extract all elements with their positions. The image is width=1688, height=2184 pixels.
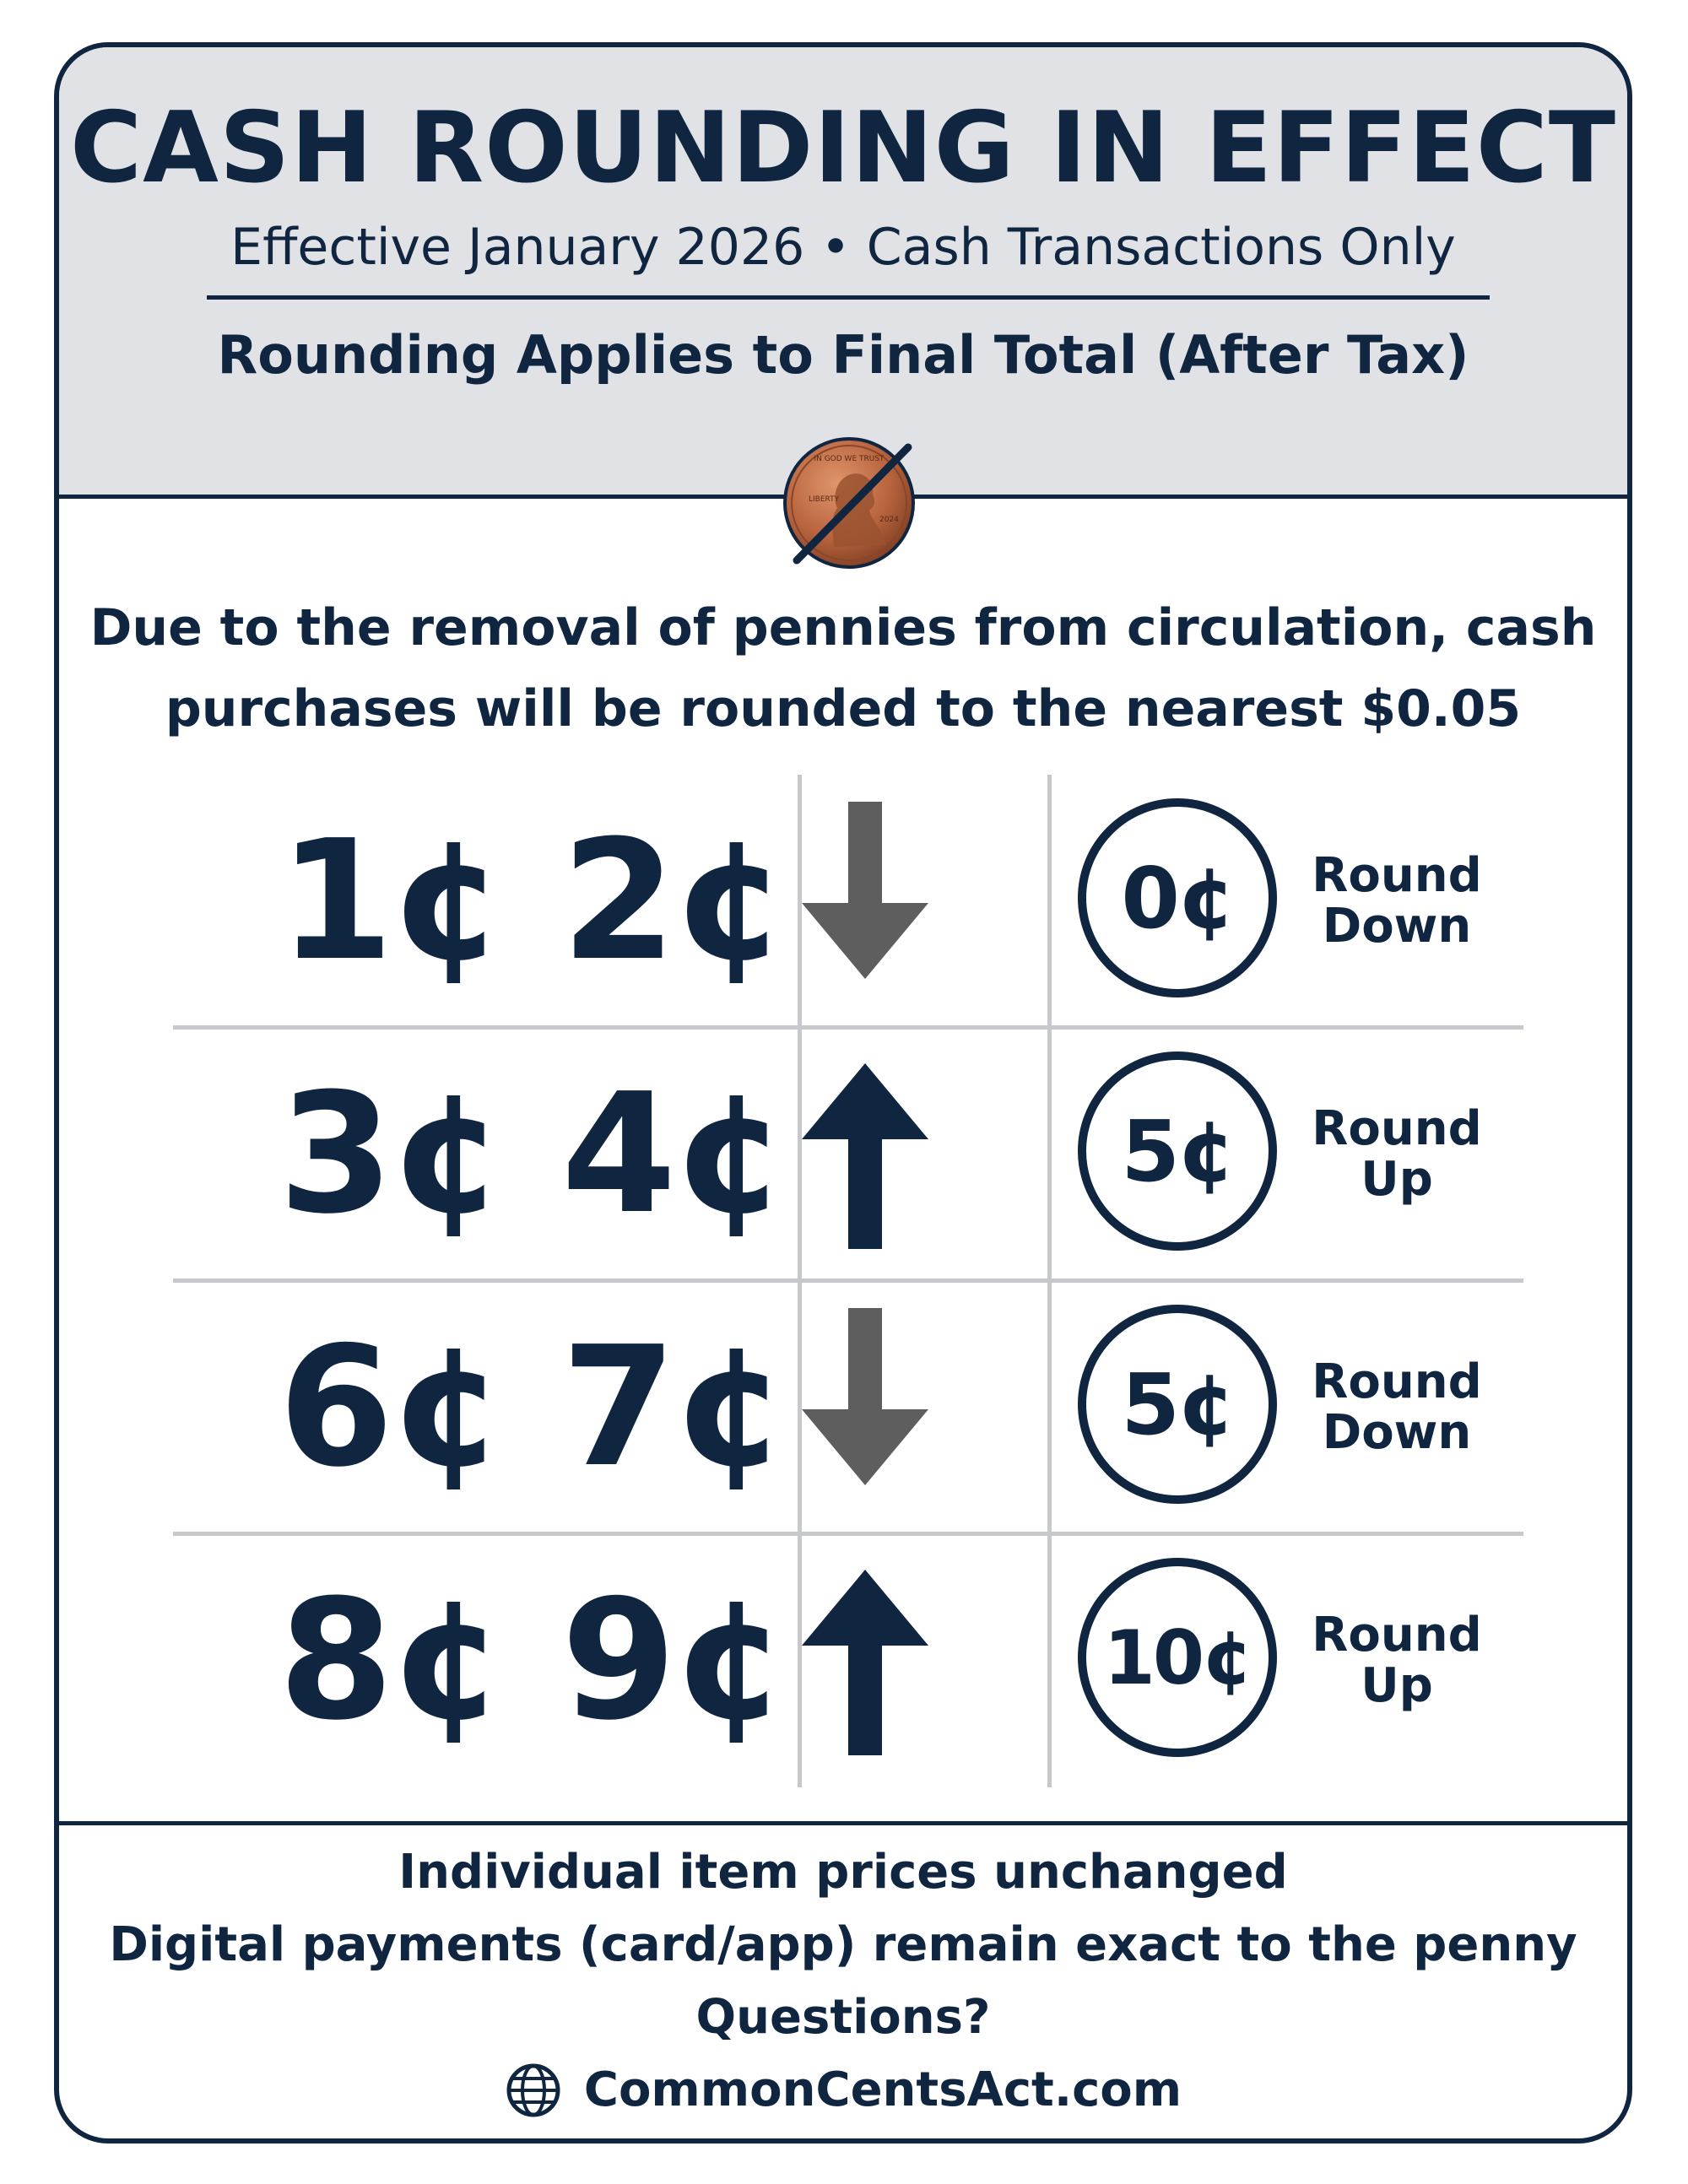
footer-line-2: Digital payments (card/app) remain exact to the penny (109, 1917, 1577, 1972)
cents-value: 1¢ (279, 805, 502, 997)
action-direction: Down (1322, 899, 1472, 954)
crossed-penny-icon (782, 435, 917, 570)
page-title: CASH ROUNDING IN EFFECT (69, 91, 1617, 205)
table-row (173, 1028, 1523, 1281)
arrow-down-icon (785, 1308, 945, 1502)
cents-value: 2¢ (561, 805, 785, 997)
penny-liberty: LIBERTY (809, 495, 840, 504)
action-word: Round (1312, 1608, 1482, 1662)
rounding-action (1304, 1354, 1490, 1460)
cents-value: 4¢ (561, 1058, 785, 1251)
rounding-table (173, 775, 1523, 1787)
arrow-down-icon (785, 802, 945, 996)
rounded-result-badge: 5¢ (1078, 1305, 1277, 1504)
rounding-action (1304, 848, 1490, 954)
table-row (173, 1281, 1523, 1534)
footer-line-1: Individual item prices unchanged (398, 1845, 1288, 1900)
footer-notes (59, 1836, 1627, 2127)
action-direction: Down (1322, 1405, 1472, 1460)
intro-line-2: purchases will be rounded to the nearest $0.05 (165, 679, 1522, 738)
globe-icon (505, 2062, 562, 2119)
rounded-result-badge: 5¢ (1078, 1051, 1277, 1251)
cents-value: 8¢ (279, 1565, 502, 1757)
table-row (173, 1534, 1523, 1787)
website-link[interactable] (59, 2054, 1627, 2127)
rounding-action (1304, 1101, 1490, 1207)
header-panel (59, 47, 1627, 499)
footer-questions: Questions? (695, 1990, 991, 2045)
cents-value: 9¢ (561, 1565, 785, 1757)
table-row (173, 775, 1523, 1028)
rounded-result-badge: 10¢ (1078, 1558, 1277, 1757)
intro-text (59, 587, 1627, 749)
cents-value: 6¢ (279, 1311, 502, 1504)
cents-value: 7¢ (561, 1311, 785, 1504)
website-url[interactable]: CommonCentsAct.com (583, 2062, 1182, 2117)
arrow-up-icon (785, 1055, 945, 1249)
penny-year: 2024 (879, 516, 899, 524)
action-word: Round (1312, 1101, 1482, 1156)
intro-line-1: Due to the removal of pennies from circulation, cash (89, 598, 1597, 657)
action-direction: Up (1361, 1658, 1433, 1713)
arrow-up-icon (785, 1561, 945, 1755)
rounding-action (1304, 1610, 1490, 1711)
footer-divider (59, 1821, 1627, 1825)
notice-card (54, 42, 1632, 2143)
rounded-result-badge: 0¢ (1078, 798, 1277, 997)
action-direction: Up (1361, 1152, 1433, 1207)
action-word: Round (1312, 1354, 1482, 1409)
penny-motto: IN GOD WE TRUST (814, 455, 885, 463)
action-word: Round (1312, 848, 1482, 903)
cents-value: 3¢ (279, 1058, 502, 1251)
header-divider (207, 295, 1490, 300)
effective-subtitle: Effective January 2026 • Cash Transactions Only (230, 218, 1456, 277)
rounding-note: Rounding Applies to Final Total (After Tax) (217, 324, 1469, 386)
